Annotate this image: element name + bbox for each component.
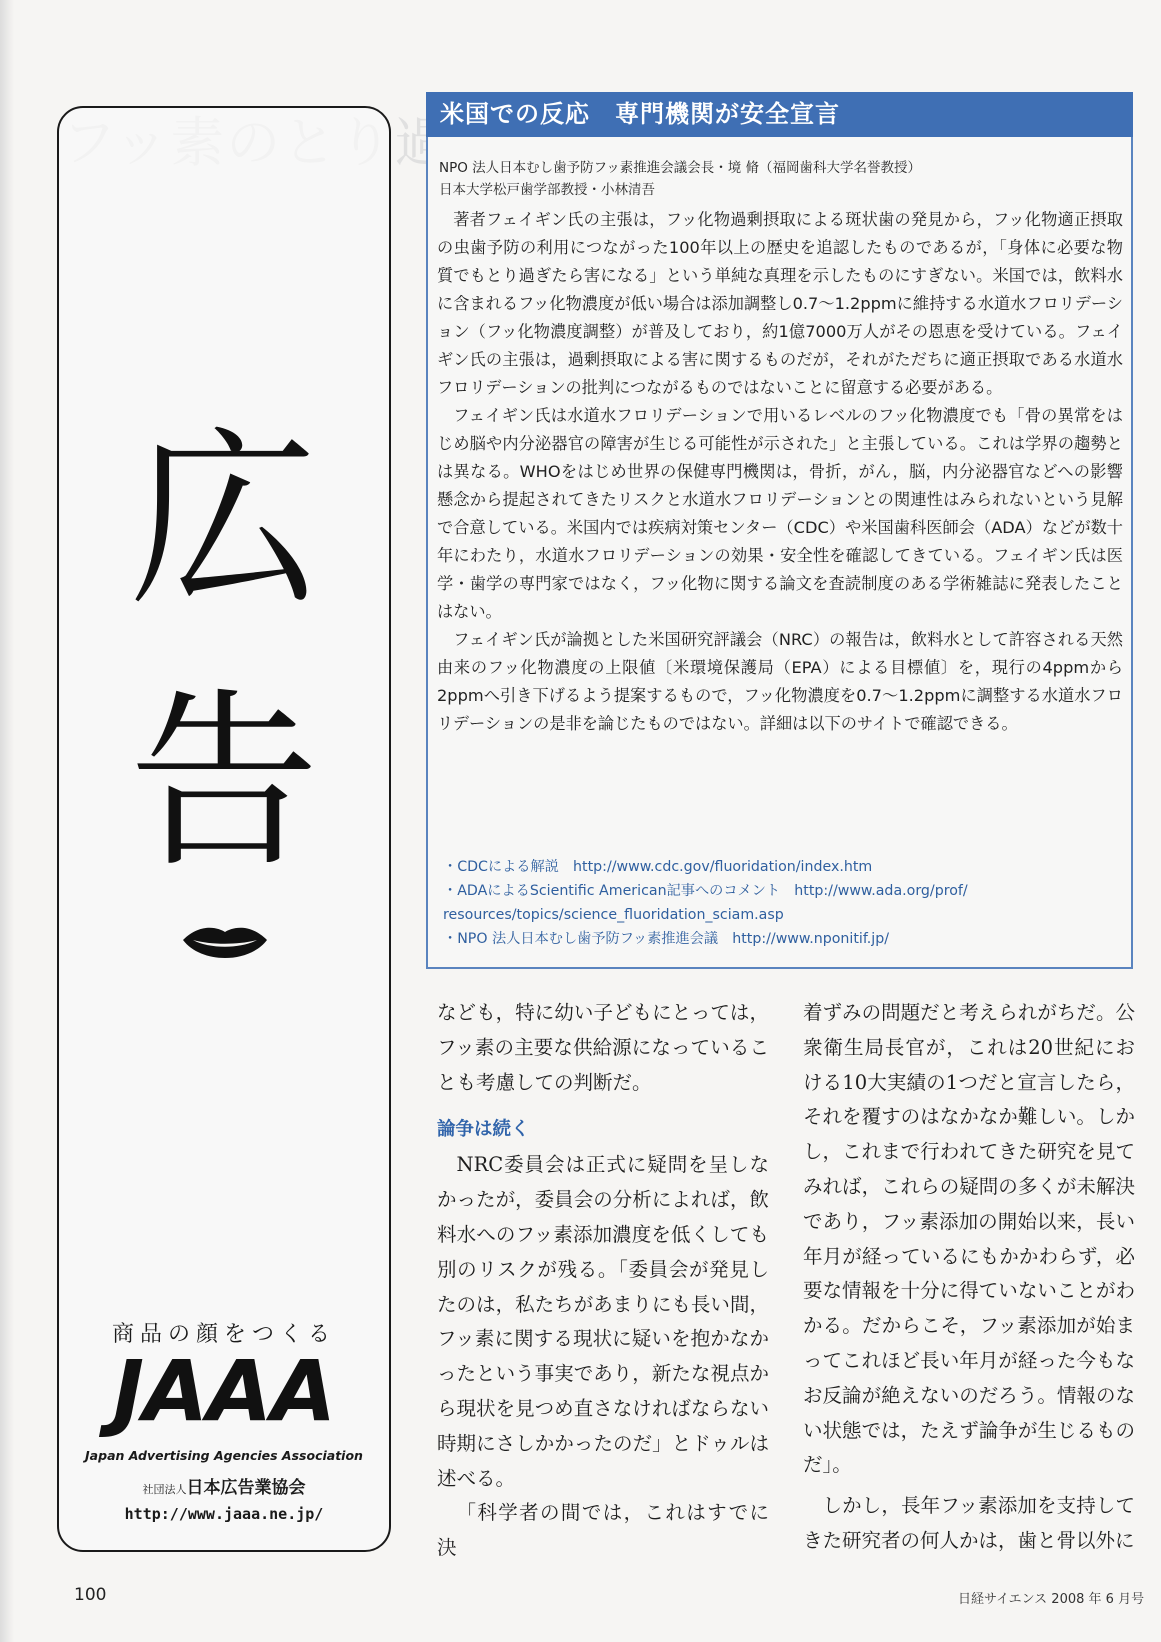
ad-tagline: 商品の顔をつくる — [111, 1322, 336, 1347]
sidebar-links — [443, 855, 1123, 951]
page-number: 100 — [74, 1585, 107, 1605]
advertisement-box — [57, 106, 391, 1552]
cdc-link[interactable]: ・CDCによる解説 http://www.cdc.gov/fluoridation/index.htm — [443, 859, 873, 875]
association-name-en: Japan Advertising Agencies Association — [85, 1448, 363, 1463]
article-paragraph: なども，特に幼い子どもにとっては，フッ素の主要な供給源になっていることも考慮しての判断だ。 — [437, 1001, 769, 1094]
publication-footer: 日経サイエンス 2008 年 6 月号 — [958, 1592, 1145, 1607]
article-paragraph: 「科学者の間では，これはすでに決 — [437, 1501, 769, 1560]
article-paragraph: しかし，長年フッ素添加を支持してきた研究者の何人かは，歯と骨以外に — [803, 1494, 1135, 1552]
article-column-middle — [437, 996, 769, 1566]
byline-line: 日本大学松戸歯学部教授・小林清吾 — [439, 182, 655, 198]
sidebar-paragraph: フェイギン氏は水道水フロリデーションで用いるレベルのフッ化物濃度でも「骨の異常をはじめ脳や内分泌器官の障害が生じる可能性が示された」と主張している。これは学界の趨勢とは異なる。WHOをはじめ世界の保健専門機関は，骨折，がん，脳，内分泌器官などへの影響懸念から提起されてきたリスクと水道水フロリデーションとの関連性はみられないという見解で合意している。米国内では疾病対策センター（CDC）や米国歯科医師会（ADA）などが数十年にわたり，水道水フロリデーションの効果・安全性を確認してきている。フェイギン氏は医学・歯学の専門家ではなく，フッ化物に関する論文を査読制度のある学術雑誌に発表したことはない。 — [437, 406, 1123, 621]
sidebar-paragraph: 著者フェイギン氏の主張は，フッ化物過剰摂取による斑状歯の発見から，フッ化物適正摂取の虫歯予防の利用につながった100年以上の歴史を追認したものであるが，「身体に必要な物質でもとり過ぎたら害になる」という単純な真理を示したものにすぎない。米国では，飲料水に含まれるフッ化物濃度が低い場合は添加調整し0.7〜1.2ppmに維持する水道水フロリデーション（フッ化物濃度調整）が普及しており，約1億7000万人がその恩恵を受けている。フェイギン氏の主張は，過剰摂取による害に関するものだが，それがただちに適正摂取である水道水フロリデーションの批判につながるものではないことに留意する必要がある。 — [437, 210, 1123, 397]
page-fold-shadow — [0, 0, 14, 1642]
ada-link-continued[interactable]: resources/topics/science_fluoridation_sciam.asp — [443, 907, 784, 923]
association-name-jp — [59, 1473, 389, 1498]
article-paragraph: NRC委員会は正式に疑問を呈しなかったが，委員会の分析によれば，飲料水へのフッ素添加濃度を低くしても別のリスクが残る。「委員会が発見したのは，私たちがあまりにも長い間，フッ素に関する現状に疑いを抱かなかったという事実であり，新たな視点から現状を見つめ直さなければならない時期にさしかかったのだ」とドゥルは述べる。 — [437, 1153, 769, 1490]
sidebar-byline — [439, 157, 921, 201]
sidebar-title: 米国での反応 専門機関が安全宣言 — [426, 92, 1133, 137]
lips-icon — [179, 918, 271, 968]
article-paragraph: 着ずみの問題だと考えられがちだ。公衆衛生局長官が，これは20世紀における10大実績の1つだと宣言したら，それを覆すのはなかなか難しい。しかし，これまで行われてきた研究を見てみれば，これらの疑問の多くが未解決であり，フッ素添加の開始以来，長い年月が経っているにもかかわらず，必要な情報を十分に得ていないことがわかる。だからこそ，フッ素添加が始まってこれほど長い年月が経った今もなお反論が絶えないのだろう。情報のない状態では，たえず論争が生じるものだ」。 — [803, 1001, 1135, 1477]
ad-url-link[interactable]: http://www.jaaa.ne.jp/ — [124, 1505, 324, 1523]
sidebar-box — [426, 92, 1133, 969]
sidebar-body — [437, 206, 1123, 738]
byline-line: NPO 法人日本むし歯予防フッ素推進会議会長・境 脩（福岡歯科大学名誉教授） — [439, 160, 922, 176]
ad-kanji-top: 広 — [128, 410, 319, 631]
article-column-right — [803, 996, 1135, 1559]
ad-kanji-bottom: 告 — [128, 672, 319, 893]
association-name: 日本広告業協会 — [186, 1478, 306, 1498]
jaaa-logo: JAAA — [112, 1342, 336, 1440]
sidebar-paragraph: フェイギン氏が論拠とした米国研究評議会（NRC）の報告は，飲料水として許容される天然由来のフッ化物濃度の上限値〔米環境保護局（EPA）による目標値〕を，現行の4ppmから2ppmへ引き下げるよう提案するもので，フッ化物濃度を0.7〜1.2ppmに調整する水道水フロリデーションの是非を論じたものではない。詳細は以下のサイトで確認できる。 — [437, 630, 1123, 733]
ada-link[interactable]: ・ADAによるScientific American記事へのコメント http://www.ada.org/prof/ — [443, 883, 968, 899]
association-prefix: 社団法人 — [142, 1483, 187, 1496]
section-heading: 論争は続く — [437, 1119, 530, 1141]
nponitif-link[interactable]: ・NPO 法人日本むし歯予防フッ素推進会議 http://www.nponitif.jp/ — [443, 931, 890, 947]
